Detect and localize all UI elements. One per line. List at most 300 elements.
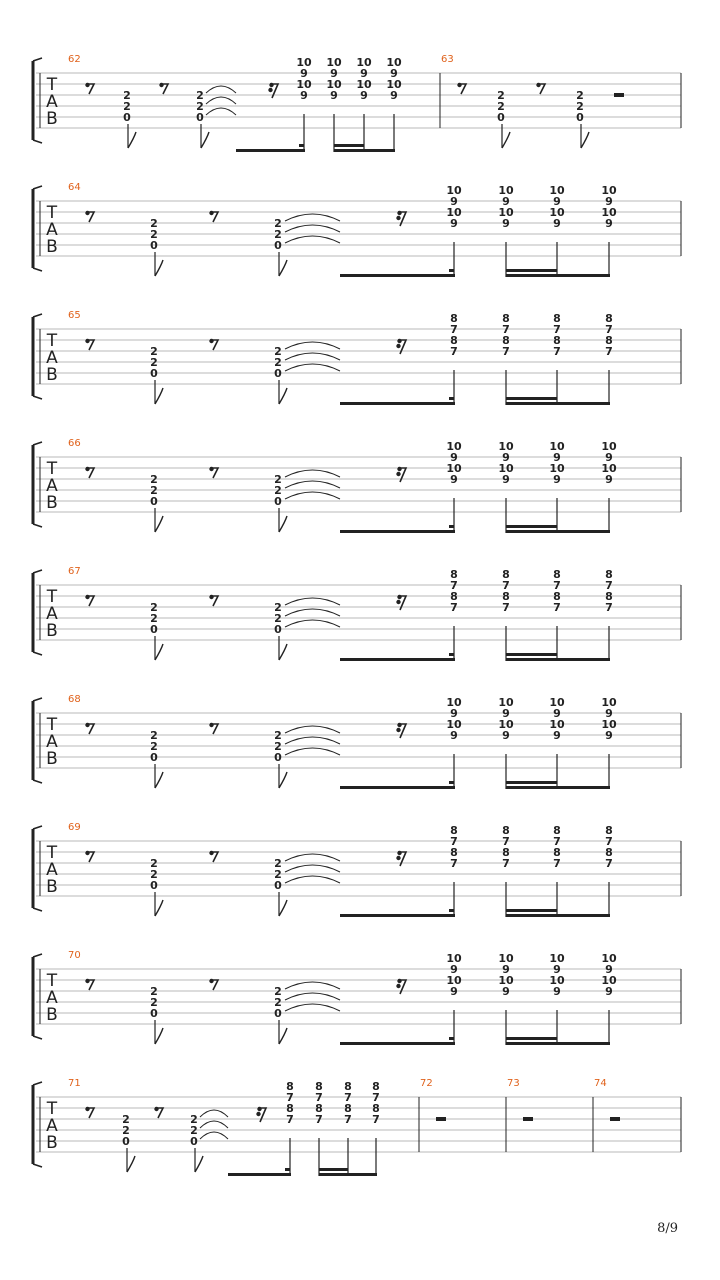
tie (285, 225, 340, 232)
fret-number: 10 (549, 462, 565, 475)
fret-number: 9 (502, 729, 510, 742)
rest-dot (85, 723, 89, 727)
fret-number: 10 (296, 56, 312, 69)
fret-number: 9 (605, 963, 613, 976)
fret-number: 9 (502, 451, 510, 464)
rest-dot (397, 979, 401, 983)
beam (449, 269, 454, 272)
fret-number: 10 (601, 206, 617, 219)
fret-number: 2 (123, 100, 131, 113)
fret-number: 0 (196, 111, 204, 124)
fret-number: 9 (502, 963, 510, 976)
beam (340, 402, 455, 405)
fret-number: 10 (601, 718, 617, 731)
tie (285, 353, 340, 360)
fret-number: 10 (356, 78, 372, 91)
tab-clef-letter: B (46, 877, 58, 897)
fret-number: 2 (274, 484, 282, 497)
tab-clef-letter: A (46, 348, 58, 368)
fret-number: 10 (446, 440, 462, 453)
bracket-hook (33, 780, 42, 783)
tab-system (33, 566, 681, 661)
fret-number: 10 (326, 56, 342, 69)
fret-number: 0 (274, 367, 282, 380)
fret-number: 8 (605, 312, 613, 325)
tie (285, 598, 340, 605)
fret-number: 2 (576, 100, 584, 113)
rest-dot (85, 595, 89, 599)
note-flag (279, 1028, 287, 1044)
fret-number: 7 (553, 857, 561, 870)
fret-number: 9 (450, 729, 458, 742)
fret-number: 2 (274, 612, 282, 625)
fret-number: 10 (549, 974, 565, 987)
fret-number: 7 (286, 1091, 294, 1104)
tab-system (33, 182, 681, 277)
beam (506, 269, 557, 272)
tab-clef-letter: B (46, 365, 58, 385)
fret-number: 10 (498, 462, 514, 475)
bracket-hook (33, 1036, 42, 1039)
rest-dot (209, 467, 213, 471)
fret-number: 9 (605, 217, 613, 230)
fret-number: 2 (196, 100, 204, 113)
tab-system (33, 950, 681, 1045)
tab-clef-letter: T (46, 1099, 58, 1119)
fret-number: 7 (553, 601, 561, 614)
fret-number: 10 (326, 78, 342, 91)
fret-number: 9 (605, 729, 613, 742)
tie (285, 342, 340, 349)
fret-number: 2 (274, 217, 282, 230)
measure-number: 72 (420, 1078, 433, 1089)
fret-number: 0 (150, 367, 158, 380)
fret-number: 2 (150, 356, 158, 369)
fret-number: 2 (123, 89, 131, 102)
fret-number: 0 (122, 1135, 130, 1148)
note-flag (155, 900, 163, 916)
note-flag (279, 388, 287, 404)
fret-number: 10 (498, 184, 514, 197)
tab-clef-letter: T (46, 75, 58, 95)
fret-number: 8 (502, 312, 510, 325)
fret-number: 10 (446, 718, 462, 731)
tab-clef-letter: A (46, 732, 58, 752)
tab-clef-letter: B (46, 493, 58, 513)
beam (506, 909, 557, 912)
fret-number: 2 (576, 89, 584, 102)
fret-number: 10 (498, 206, 514, 219)
note-flag (155, 516, 163, 532)
fret-number: 9 (553, 451, 561, 464)
rest-dot (85, 339, 89, 343)
note-flag (155, 388, 163, 404)
rest-dot (397, 339, 401, 343)
beam (236, 149, 305, 152)
fret-number: 2 (150, 857, 158, 870)
fret-number: 7 (605, 345, 613, 358)
fret-number: 7 (450, 579, 458, 592)
fret-number: 9 (502, 217, 510, 230)
fret-number: 8 (315, 1080, 323, 1093)
beam (506, 274, 610, 277)
tie (285, 854, 340, 861)
beam (506, 653, 557, 656)
fret-number: 7 (344, 1113, 352, 1126)
tab-clef-letter: B (46, 621, 58, 641)
fret-number: 2 (274, 228, 282, 241)
fret-number: 2 (274, 996, 282, 1009)
rest-dot (85, 851, 89, 855)
fret-number: 10 (601, 974, 617, 987)
beam (449, 909, 454, 912)
tie (285, 726, 340, 733)
tab-clef-letter: B (46, 1133, 58, 1153)
fret-number: 10 (386, 56, 402, 69)
note-flag (155, 1028, 163, 1044)
measure-number: 67 (68, 566, 81, 577)
half-rest (610, 1117, 620, 1121)
bracket-hook (33, 570, 42, 573)
fret-number: 9 (300, 67, 308, 80)
beam (228, 1173, 291, 1176)
fret-number: 10 (601, 952, 617, 965)
note-flag (279, 900, 287, 916)
fret-number: 10 (498, 952, 514, 965)
beam (449, 653, 454, 656)
fret-number: 10 (549, 952, 565, 965)
fret-number: 8 (605, 846, 613, 859)
rest-dot (268, 88, 272, 92)
fret-number: 8 (286, 1102, 294, 1115)
bracket-hook (33, 314, 42, 317)
fret-number: 10 (446, 462, 462, 475)
fret-number: 10 (386, 78, 402, 91)
fret-number: 0 (123, 111, 131, 124)
rest-dot (397, 723, 401, 727)
measure-number: 73 (507, 1078, 520, 1089)
fret-number: 7 (605, 857, 613, 870)
note-flag (581, 132, 589, 148)
tie (285, 876, 340, 883)
fret-number: 7 (553, 345, 561, 358)
bracket-hook (33, 652, 42, 655)
tab-clef-letter: A (46, 92, 58, 112)
note-flag (279, 516, 287, 532)
note-flag (155, 644, 163, 660)
fret-number: 2 (122, 1124, 130, 1137)
rest-dot (85, 1107, 89, 1111)
beam (340, 274, 455, 277)
fret-number: 8 (502, 846, 510, 859)
fret-number: 10 (549, 440, 565, 453)
tie (285, 993, 340, 1000)
fret-number: 7 (502, 579, 510, 592)
fret-number: 9 (502, 473, 510, 486)
rest-dot (209, 211, 213, 215)
fret-number: 8 (502, 334, 510, 347)
tab-clef-letter: T (46, 971, 58, 991)
tie (200, 1121, 228, 1128)
measure-number: 74 (594, 1078, 607, 1089)
tie (285, 214, 340, 221)
fret-number: 0 (274, 1007, 282, 1020)
fret-number: 9 (450, 985, 458, 998)
rest-dot (396, 472, 400, 476)
fret-number: 8 (286, 1080, 294, 1093)
bracket-hook (33, 396, 42, 399)
fret-number: 10 (296, 78, 312, 91)
rest-dot (209, 851, 213, 855)
fret-number: 8 (605, 824, 613, 837)
tab-clef-letter: A (46, 604, 58, 624)
fret-number: 2 (274, 985, 282, 998)
bracket-hook (33, 826, 42, 829)
measure-number: 69 (68, 822, 81, 833)
fret-number: 7 (315, 1091, 323, 1104)
rest-dot (85, 979, 89, 983)
fret-number: 7 (450, 835, 458, 848)
bracket-hook (33, 698, 42, 701)
fret-number: 9 (390, 89, 398, 102)
tie (285, 492, 340, 499)
fret-number: 2 (497, 89, 505, 102)
tab-system (33, 54, 681, 152)
measure-number: 70 (68, 950, 81, 961)
fret-number: 0 (274, 879, 282, 892)
page-number: 8/9 (657, 1221, 678, 1236)
tie (285, 609, 340, 616)
fret-number: 7 (605, 579, 613, 592)
rest-dot (257, 1107, 261, 1111)
fret-number: 10 (498, 718, 514, 731)
fret-number: 9 (553, 729, 561, 742)
note-flag (502, 132, 510, 148)
fret-number: 0 (576, 111, 584, 124)
rest-dot (536, 83, 540, 87)
fret-number: 8 (605, 334, 613, 347)
bracket-hook (33, 908, 42, 911)
fret-number: 7 (553, 323, 561, 336)
fret-number: 10 (446, 696, 462, 709)
fret-number: 0 (150, 879, 158, 892)
fret-number: 9 (300, 89, 308, 102)
fret-number: 7 (502, 345, 510, 358)
fret-number: 7 (502, 601, 510, 614)
tie (285, 620, 340, 627)
fret-number: 2 (150, 217, 158, 230)
tab-clef-letter: A (46, 220, 58, 240)
fret-number: 9 (450, 707, 458, 720)
fret-number: 9 (553, 985, 561, 998)
fret-number: 2 (122, 1113, 130, 1126)
tab-system (33, 438, 681, 533)
tie (285, 1004, 340, 1011)
fret-number: 9 (553, 963, 561, 976)
tab-clef-letter: B (46, 749, 58, 769)
measure-number: 62 (68, 54, 81, 65)
fret-number: 2 (150, 729, 158, 742)
fret-number: 8 (553, 590, 561, 603)
fret-number: 10 (601, 696, 617, 709)
rest-dot (396, 216, 400, 220)
fret-number: 2 (150, 868, 158, 881)
tab-clef-letter: A (46, 476, 58, 496)
tie (285, 737, 340, 744)
fret-number: 8 (450, 334, 458, 347)
measure-number: 63 (441, 54, 454, 65)
tie (200, 1132, 228, 1139)
fret-number: 10 (549, 184, 565, 197)
rest-dot (397, 595, 401, 599)
beam (340, 914, 455, 917)
beam (340, 786, 455, 789)
fret-number: 2 (274, 729, 282, 742)
fret-number: 2 (150, 484, 158, 497)
fret-number: 9 (605, 473, 613, 486)
tie (285, 865, 340, 872)
fret-number: 2 (150, 612, 158, 625)
fret-number: 8 (605, 568, 613, 581)
rest-dot (85, 467, 89, 471)
fret-number: 8 (605, 590, 613, 603)
bracket-hook (33, 268, 42, 271)
rest-dot (396, 344, 400, 348)
fret-number: 10 (498, 440, 514, 453)
fret-number: 7 (372, 1113, 380, 1126)
note-flag (201, 132, 209, 148)
fret-number: 8 (450, 312, 458, 325)
fret-number: 9 (502, 707, 510, 720)
measure-number: 71 (68, 1078, 81, 1089)
fret-number: 9 (605, 985, 613, 998)
tab-clef-letter: A (46, 988, 58, 1008)
fret-number: 2 (150, 473, 158, 486)
fret-number: 9 (553, 217, 561, 230)
fret-number: 10 (549, 718, 565, 731)
tab-clef-letter: T (46, 331, 58, 351)
tie (285, 982, 340, 989)
fret-number: 10 (549, 206, 565, 219)
fret-number: 0 (274, 751, 282, 764)
fret-number: 8 (553, 824, 561, 837)
fret-number: 8 (344, 1102, 352, 1115)
fret-number: 8 (553, 568, 561, 581)
fret-number: 9 (330, 67, 338, 80)
rest-dot (396, 728, 400, 732)
rest-dot (396, 600, 400, 604)
tab-clef-letter: T (46, 587, 58, 607)
beam (340, 530, 455, 533)
fret-number: 8 (553, 312, 561, 325)
beam (506, 530, 610, 533)
fret-number: 7 (553, 579, 561, 592)
fret-number: 7 (553, 835, 561, 848)
fret-number: 0 (150, 239, 158, 252)
note-flag (155, 772, 163, 788)
fret-number: 8 (372, 1080, 380, 1093)
fret-number: 0 (497, 111, 505, 124)
fret-number: 0 (274, 239, 282, 252)
beam (506, 402, 610, 405)
fret-number: 8 (450, 846, 458, 859)
fret-number: 8 (502, 568, 510, 581)
fret-number: 9 (605, 195, 613, 208)
fret-number: 10 (356, 56, 372, 69)
fret-number: 7 (502, 835, 510, 848)
tab-clef-letter: B (46, 237, 58, 257)
fret-number: 7 (502, 857, 510, 870)
tie (285, 470, 340, 477)
note-flag (279, 772, 287, 788)
fret-number: 9 (390, 67, 398, 80)
tie (285, 364, 340, 371)
fret-number: 10 (446, 184, 462, 197)
fret-number: 7 (344, 1091, 352, 1104)
tab-clef-letter: T (46, 459, 58, 479)
fret-number: 9 (450, 195, 458, 208)
fret-number: 2 (150, 228, 158, 241)
fret-number: 9 (360, 89, 368, 102)
tab-clef-letter: B (46, 1005, 58, 1025)
measure-number: 66 (68, 438, 81, 449)
fret-number: 0 (190, 1135, 198, 1148)
beam (449, 1037, 454, 1040)
bracket-hook (33, 442, 42, 445)
beam (449, 397, 454, 400)
fret-number: 9 (330, 89, 338, 102)
beam (299, 144, 304, 147)
tab-clef-letter: B (46, 109, 58, 129)
bracket-hook (33, 58, 42, 61)
fret-number: 2 (274, 601, 282, 614)
tie (206, 97, 236, 104)
fret-number: 9 (360, 67, 368, 80)
fret-number: 2 (274, 868, 282, 881)
half-rest (523, 1117, 533, 1121)
fret-number: 7 (372, 1091, 380, 1104)
tie (200, 1110, 228, 1117)
fret-number: 2 (274, 356, 282, 369)
fret-number: 7 (450, 601, 458, 614)
fret-number: 10 (601, 440, 617, 453)
tab-system (33, 1078, 681, 1176)
fret-number: 8 (450, 590, 458, 603)
rest-dot (209, 339, 213, 343)
fret-number: 7 (450, 323, 458, 336)
rest-dot (457, 83, 461, 87)
fret-number: 9 (450, 473, 458, 486)
fret-number: 10 (601, 462, 617, 475)
rest-dot (85, 211, 89, 215)
fret-number: 7 (605, 835, 613, 848)
fret-number: 9 (502, 195, 510, 208)
beam (506, 525, 557, 528)
measure-number: 68 (68, 694, 81, 705)
fret-number: 8 (372, 1102, 380, 1115)
fret-number: 7 (286, 1113, 294, 1126)
fret-number: 10 (446, 206, 462, 219)
note-flag (155, 260, 163, 276)
fret-number: 0 (150, 751, 158, 764)
rest-dot (154, 1107, 158, 1111)
measure-number: 64 (68, 182, 81, 193)
bracket-hook (33, 954, 42, 957)
fret-number: 7 (605, 323, 613, 336)
fret-number: 8 (502, 824, 510, 837)
beam (340, 658, 455, 661)
fret-number: 0 (274, 623, 282, 636)
